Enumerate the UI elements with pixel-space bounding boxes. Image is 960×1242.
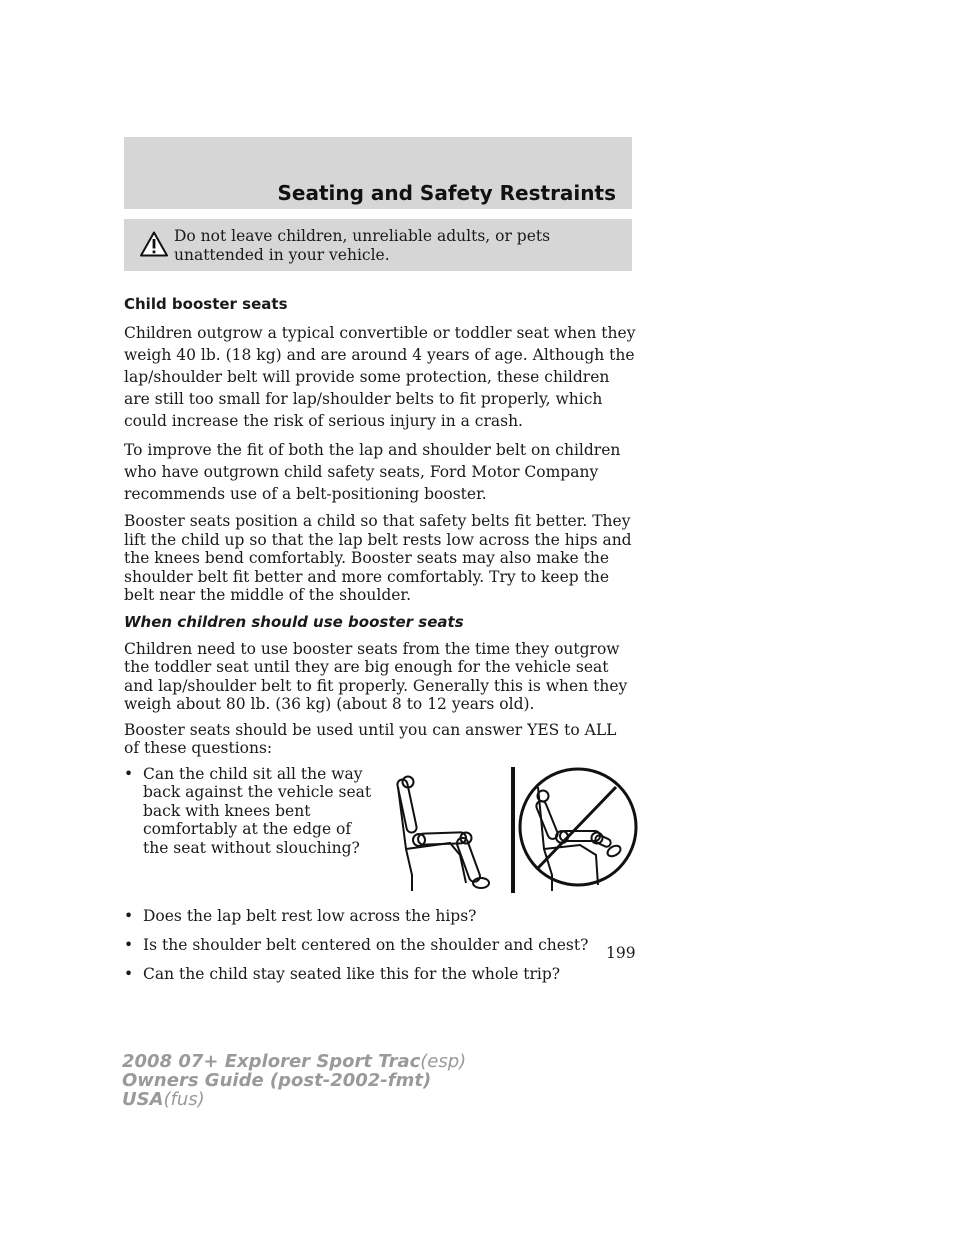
footer-model: 2008 07+ Explorer Sport Trac: [122, 1051, 421, 1072]
bullet-marker: •: [124, 906, 134, 925]
section-title: Seating and Safety Restraints: [277, 181, 616, 205]
paragraph-need-booster: Children need to use booster seats from the time they outgrow the toddler seat until they are big enough for the vehicle seat and lap/shoulder belt to fit properly. Generally this is when they weigh about 80 lb. (36 kg) (about 8 to 12 years old).: [124, 639, 628, 713]
warning-box: [124, 219, 632, 271]
bullet-marker: •: [124, 935, 134, 954]
bullet-with-figure: [124, 765, 636, 901]
list-item: [124, 934, 636, 956]
list-item: [124, 765, 378, 858]
paragraph-booster-position: Booster seats position a child so that safety belts fit better. They lift the child up so that the lap belt rests low across the hips and the knees bend comfortably. Booster seats may also make the shoulder belt fit better and more comfortably. Try to keep the belt near the middle of the shoulder.: [124, 512, 632, 604]
incorrect-seating-diagram: [520, 769, 636, 891]
booster-seat-illustration: [392, 765, 646, 893]
paragraph-outgrow: Children outgrow a typical convertible or toddler seat when they weigh 40 lb. (18 kg) and are around 4 years of age. Although the lap/shoulder belt will provide some protection, these children are still too small for lap/shoulder belts to fit properly, which could increase the risk of serious injury in a crash.: [124, 324, 636, 430]
bullet-text: Can the child sit all the way back against the vehicle seat back with knees bent comfortably at the edge of the seat without slouching?: [143, 764, 372, 857]
heading-when-use-booster: When children should use booster seats: [124, 612, 464, 631]
footer-market: USA: [122, 1089, 164, 1110]
warning-text: Do not leave children, unreliable adults, or pets unattended in your vehicle.: [174, 227, 551, 264]
list-item: [124, 963, 636, 985]
correct-seating-diagram: [396, 776, 489, 891]
footer-model-code: (esp): [420, 1051, 467, 1072]
bullet-marker: •: [124, 764, 134, 783]
footer-line-guide: [122, 1071, 466, 1090]
footer-market-code: (fus): [163, 1089, 205, 1110]
bullet-text: Is the shoulder belt centered on the shoulder and chest?: [143, 935, 589, 954]
footer-guide: Owners Guide (post-2002-fmt): [122, 1070, 432, 1091]
heading-child-booster-seats: Child booster seats: [124, 295, 288, 313]
footer-line-model: [122, 1052, 466, 1071]
list-item: [124, 905, 636, 927]
document-footer: [122, 1052, 466, 1109]
page-number: 199: [606, 944, 636, 962]
footer-line-market: [122, 1090, 466, 1109]
main-content: [124, 294, 636, 992]
bullet-marker: •: [124, 964, 134, 983]
paragraph-improve-fit: To improve the fit of both the lap and shoulder belt on children who have outgrown child safety seats, Ford Motor Company recommends use of a belt-positioning booster.: [124, 441, 621, 503]
warning-triangle-icon: [140, 231, 168, 257]
bullet-text: Does the lap belt rest low across the hips?: [143, 906, 477, 925]
bullet-text: Can the child stay seated like this for the whole trip?: [143, 964, 561, 983]
section-header-band: [124, 137, 632, 209]
paragraph-yes-to-all: Booster seats should be used until you can answer YES to ALL of these questions:: [124, 720, 617, 757]
